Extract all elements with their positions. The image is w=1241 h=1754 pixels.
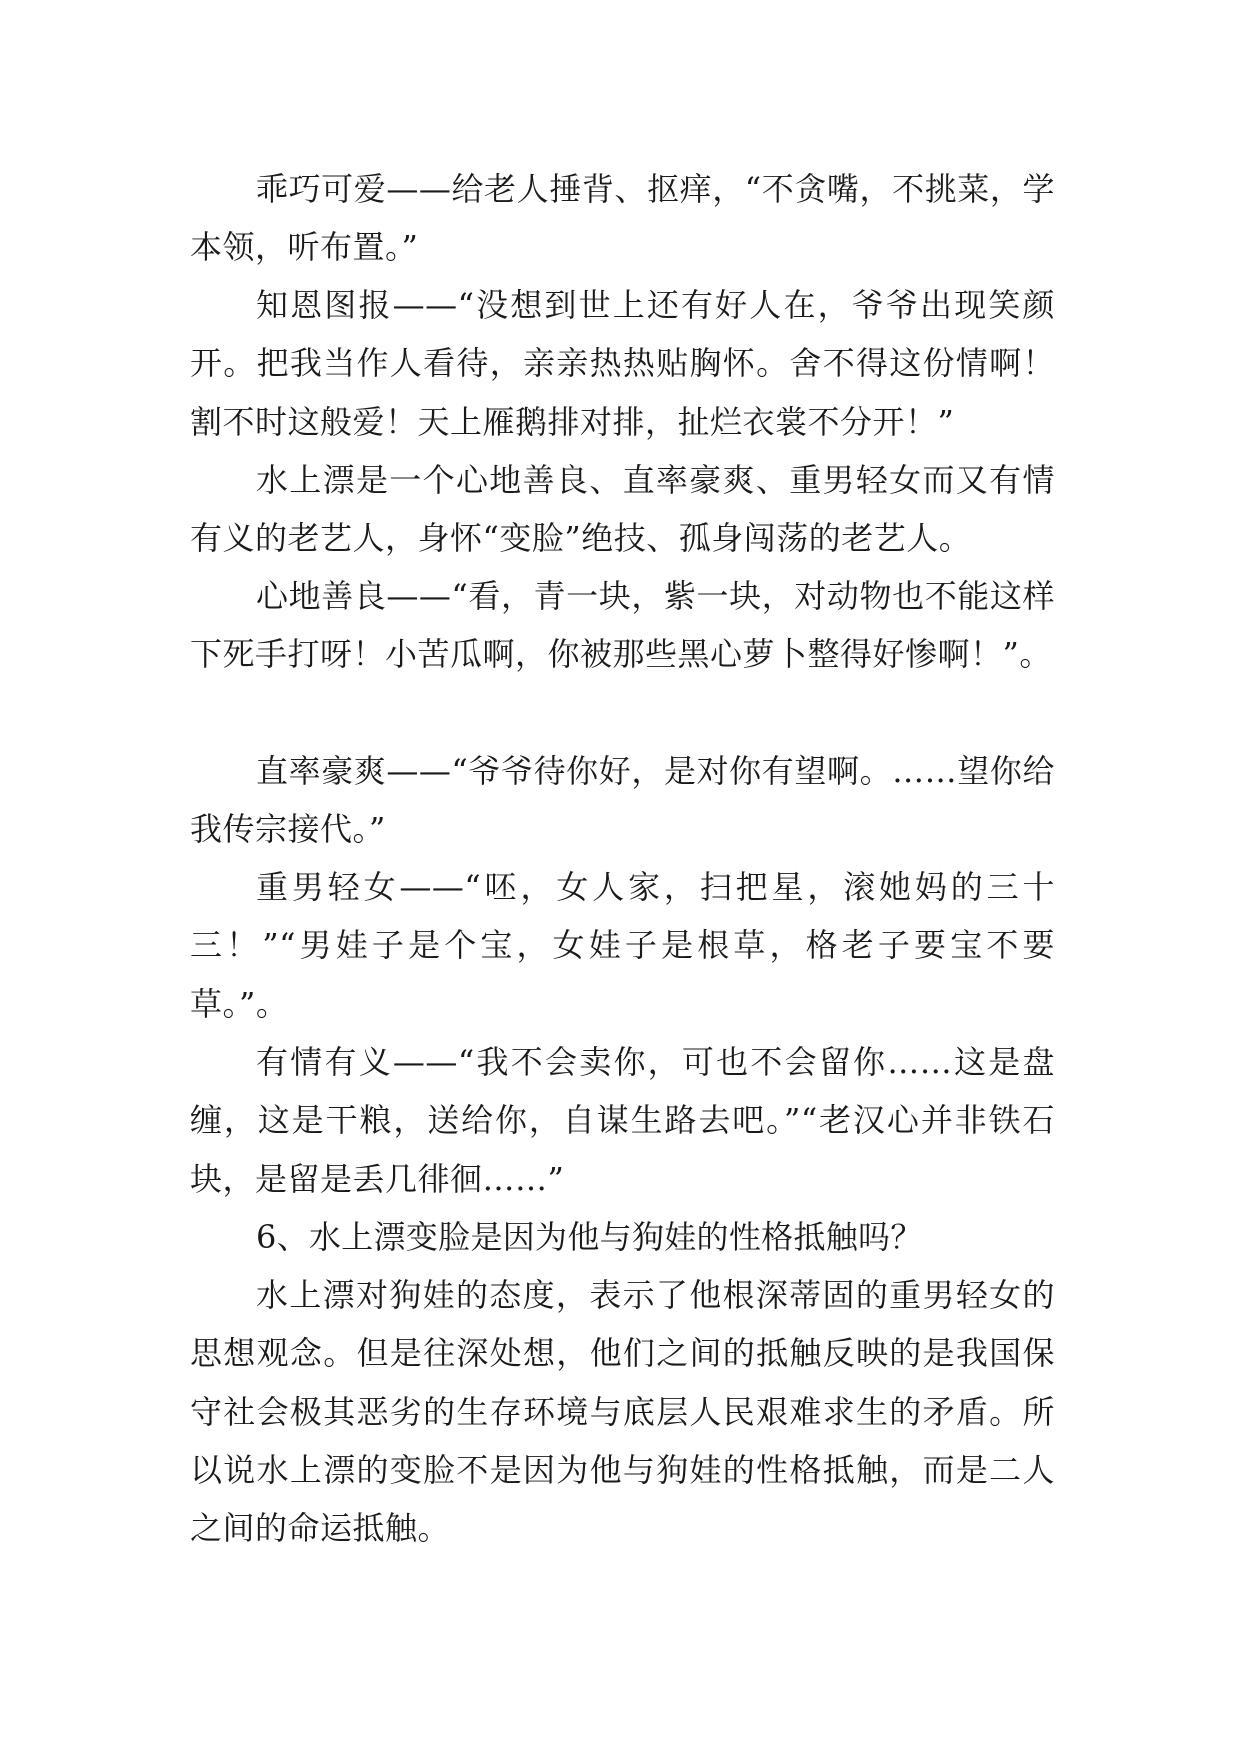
paragraph-guaiqiao: 乖巧可爱——给老人捶背、抠痒，“不贪嘴，不挑菜，学本领，听布置。” [190, 170, 1055, 267]
paragraph-character-summary: 水上漂是一个心地善良、直率豪爽、重男轻女而又有情有义的老艺人，身怀“变脸”绝技、孤身闯荡的老艺人。 [190, 461, 1055, 558]
paragraph-xindi: 心地善良——“看，青一块，紫一块，对动物也不能这样下死手打呀！小苦瓜啊，你被那些黑心萝卜整得好惨啊！”。 [190, 577, 1055, 674]
paragraph-zhien: 知恩图报——“没想到世上还有好人在，爷爷出现笑颜开。把我当作人看待，亲亲热热贴胸怀。舍不得这份情啊！割不时这般爱！天上雁鹅排对排，扯烂衣裳不分开！” [190, 286, 1055, 441]
paragraph-youqing: 有情有义——“我不会卖你，可也不会留你……这是盘缠，这是干粮，送给你，自谋生路去吧。”“老汉心并非铁石块，是留是丢几徘徊……” [190, 1043, 1055, 1198]
paragraph-zhishuai: 直率豪爽——“爷爷待你好，是对你有望啊。……望你给我传宗接代。” [190, 752, 1055, 849]
question-heading: 6、水上漂变脸是因为他与狗娃的性格抵触吗？ [256, 1218, 923, 1256]
paragraph-answer: 水上漂对狗娃的态度，表示了他根深蒂固的重男轻女的思想观念。但是往深处想，他们之间的抵触反映的是我国保守社会极其恶劣的生存环境与底层人民艰难求生的矛盾。所以说水上漂的变脸不是因为他与狗娃的性格抵触，而是二人之间的命运抵触。 [190, 1276, 1055, 1548]
paragraph-zhongnan: 重男轻女——“呸，女人家，扫把星，滚她妈的三十三！”“男娃子是个宝，女娃子是根草，格老子要宝不要草。”。 [190, 868, 1055, 1023]
